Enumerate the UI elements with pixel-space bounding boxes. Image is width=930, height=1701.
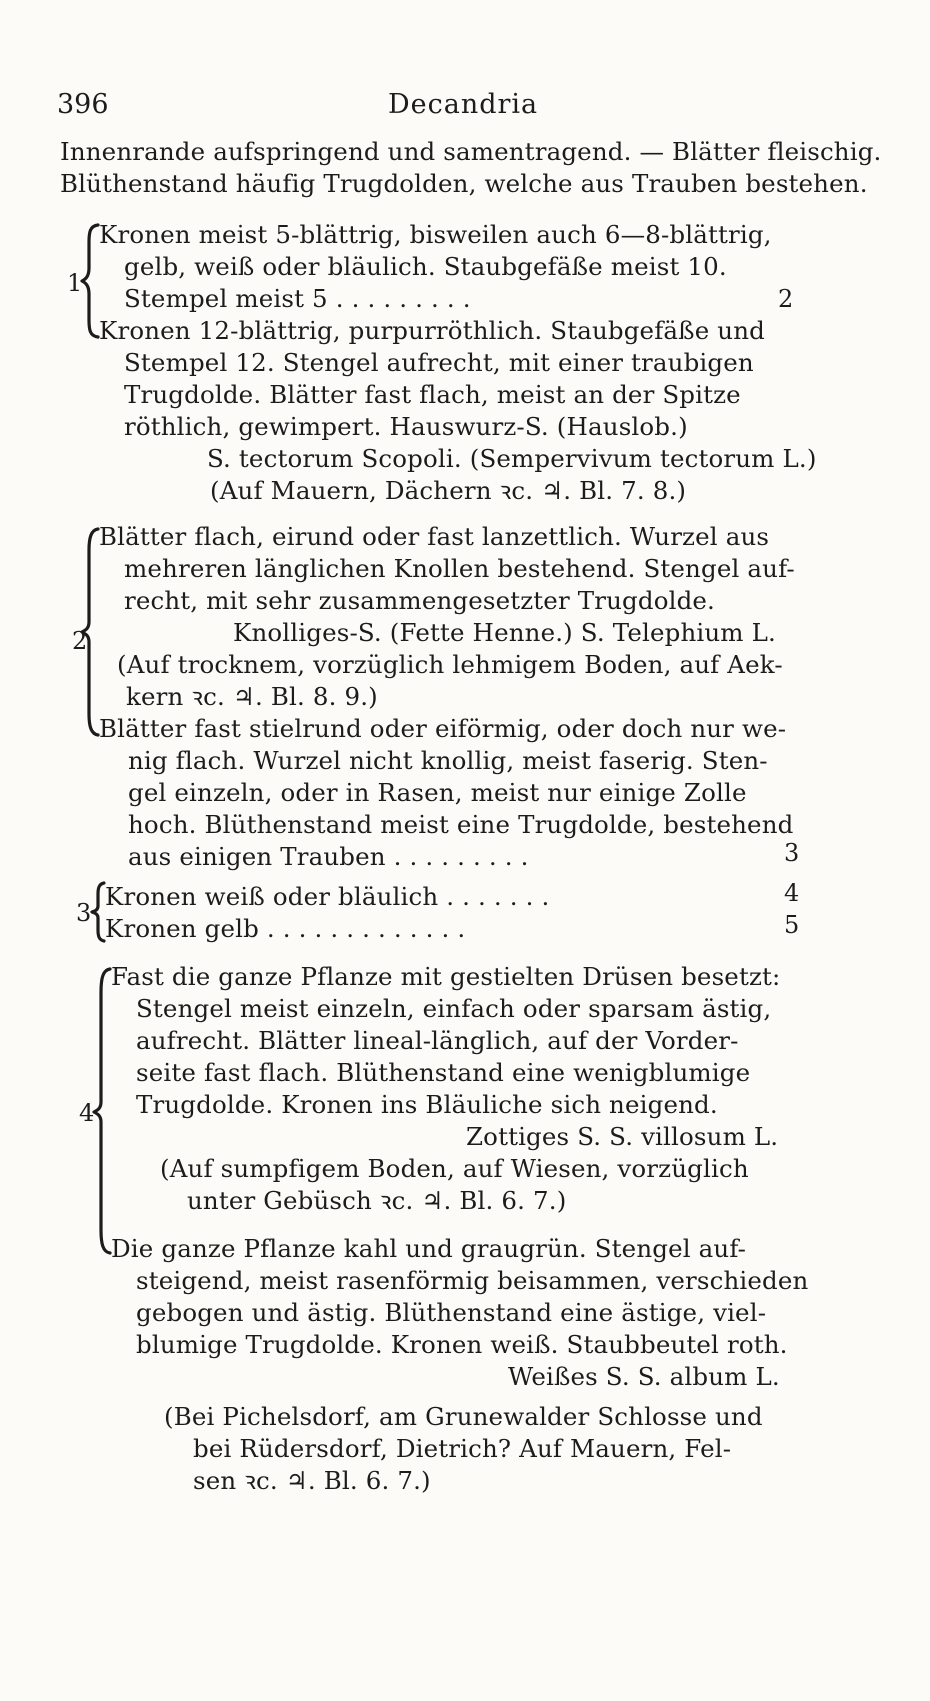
key-1b-line: Trugdolde. Blätter fast flach, meist an der Spitze	[124, 380, 741, 409]
key-4a-habitat: unter Gebüsch ꝛc. ♃. Bl. 6. 7.)	[187, 1186, 567, 1215]
key-4a-line: Stengel meist einzeln, einfach oder sparsam ästig,	[136, 994, 772, 1023]
key-4a-habitat: (Auf sumpfigem Boden, auf Wiesen, vorzüglich	[160, 1154, 749, 1183]
key-1a-line: Kronen meist 5-blättrig, bisweilen auch 6—8-blättrig,	[99, 220, 772, 249]
key-4a-line: Fast die ganze Pflanze mit gestielten Drüsen besetzt:	[111, 962, 781, 991]
key-4b-habitat: sen ꝛc. ♃. Bl. 6. 7.)	[193, 1466, 431, 1495]
key-1a-line: Stempel meist 5 . . . . . . . . .	[124, 284, 471, 313]
key-2a-habitat: kern ꝛc. ♃. Bl. 8. 9.)	[126, 682, 378, 711]
key-4a-line: seite fast flach. Blüthenstand eine wenigblumige	[136, 1058, 751, 1087]
key-ref: 5	[784, 911, 800, 939]
key-4b-species: Weißes S. S. album L.	[508, 1362, 780, 1391]
key-2b-line: Blätter fast stielrund oder eiförmig, oder doch nur we-	[99, 714, 787, 743]
key-2b-line: nig flach. Wurzel nicht knollig, meist faserig. Sten-	[128, 746, 768, 775]
key-2a-line: recht, mit sehr zusammengesetzter Trugdolde.	[124, 586, 715, 615]
key-ref: 4	[784, 879, 800, 907]
key-1a-line: gelb, weiß oder bläulich. Staubgefäße meist 10.	[124, 252, 727, 281]
intro-line: Innenrande aufspringend und samentragend. — Blätter fleischig.	[60, 137, 882, 166]
key-number: 3	[76, 899, 92, 927]
key-4b-habitat: (Bei Pichelsdorf, am Grunewalder Schlosse und	[164, 1402, 763, 1431]
running-head: Decandria	[388, 89, 539, 120]
key-4b-line: blumige Trugdolde. Kronen weiß. Staubbeutel roth.	[136, 1330, 788, 1359]
key-number: 1	[67, 269, 83, 297]
key-1b-species: S. tectorum Scopoli. (Sempervivum tectorum L.)	[207, 444, 817, 473]
brace-4	[92, 966, 114, 1256]
key-1b-line: Stempel 12. Stengel aufrecht, mit einer traubigen	[124, 348, 754, 377]
key-4b-line: steigend, meist rasenförmig beisammen, verschieden	[136, 1266, 809, 1295]
key-number: 4	[79, 1099, 95, 1127]
key-2a-habitat: (Auf trocknem, vorzüglich lehmigem Boden, auf Aek-	[117, 650, 783, 679]
key-4a-line: Trugdolde. Kronen ins Bläuliche sich neigend.	[136, 1090, 718, 1119]
key-3b-line: Kronen gelb . . . . . . . . . . . . .	[105, 914, 466, 943]
key-3a-line: Kronen weiß oder bläulich . . . . . . .	[105, 882, 550, 911]
key-4b-line: gebogen und ästig. Blüthenstand eine ästige, viel-	[136, 1298, 767, 1327]
key-2b-line: gel einzeln, oder in Rasen, meist nur einige Zolle	[128, 778, 747, 807]
key-4b-habitat: bei Rüdersdorf, Dietrich? Auf Mauern, Fel-	[193, 1434, 732, 1463]
key-ref: 3	[784, 839, 800, 867]
key-ref: 2	[778, 285, 794, 313]
key-2a-line: mehreren länglichen Knollen bestehend. Stengel auf-	[124, 554, 795, 583]
key-4b-line: Die ganze Pflanze kahl und graugrün. Stengel auf-	[111, 1234, 747, 1263]
page-number: 396	[57, 89, 109, 120]
key-2b-line: hoch. Blüthenstand meist eine Trugdolde, bestehend	[128, 810, 794, 839]
key-1b-habitat: (Auf Mauern, Dächern ꝛc. ♃. Bl. 7. 8.)	[210, 476, 687, 505]
key-2a-species: Knolliges-S. (Fette Henne.) S. Telephium L.	[233, 618, 776, 647]
key-2a-line: Blätter flach, eirund oder fast lanzettlich. Wurzel aus	[99, 522, 770, 551]
key-1b-line: röthlich, gewimpert. Hauswurz-S. (Hauslob.)	[124, 412, 688, 441]
key-2b-line: aus einigen Trauben . . . . . . . . .	[128, 842, 529, 871]
key-4a-species: Zottiges S. S. villosum L.	[466, 1122, 779, 1151]
key-1b-line: Kronen 12-blättrig, purpurröthlich. Staubgefäße und	[99, 316, 765, 345]
intro-line: Blüthenstand häufig Trugdolden, welche aus Trauben bestehen.	[60, 169, 868, 198]
key-4a-line: aufrecht. Blätter lineal-länglich, auf der Vorder-	[136, 1026, 739, 1055]
key-number: 2	[72, 627, 88, 655]
